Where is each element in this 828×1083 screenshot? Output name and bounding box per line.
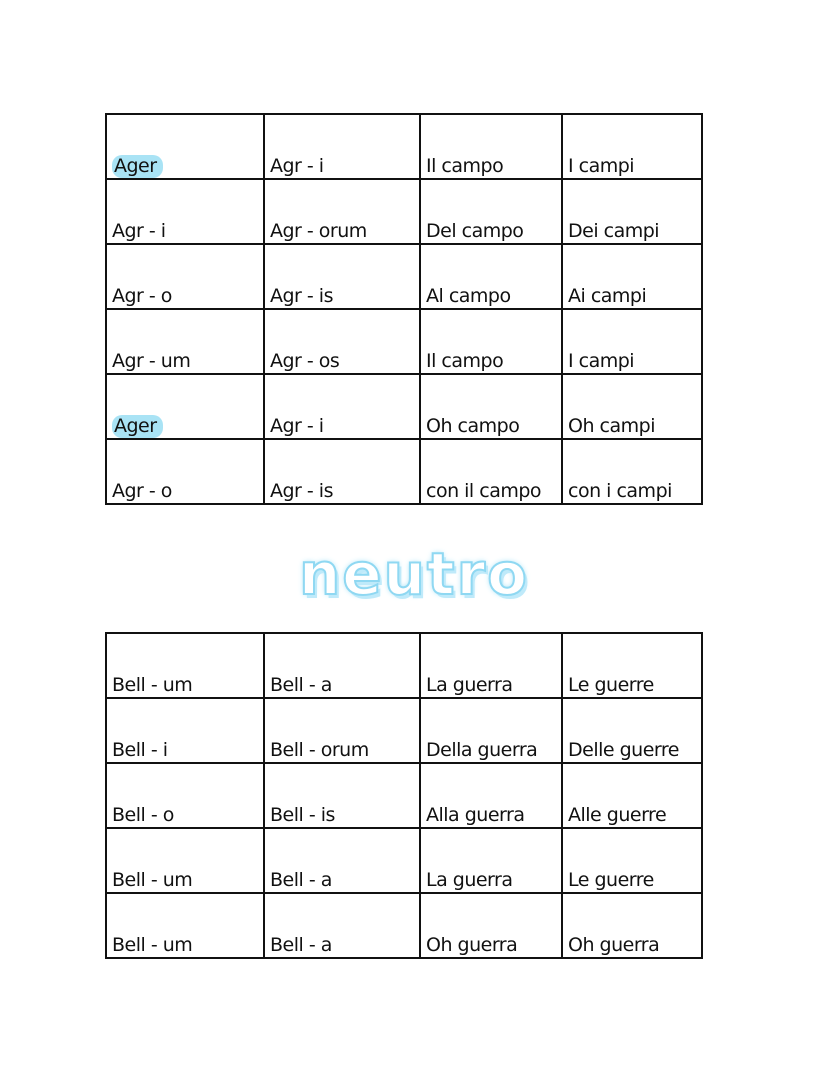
dative-singular-cell: Bell - o (106, 763, 264, 828)
translation-plural-cell: Delle guerre (562, 698, 702, 763)
accusative-plural-cell: Bell - a (264, 828, 420, 893)
genitive-singular-cell: Agr - i (106, 179, 264, 244)
dative-singular-cell: Agr - o (106, 244, 264, 309)
ablative-singular-cell: Agr - o (106, 439, 264, 504)
accusative-singular-cell: Agr - um (106, 309, 264, 374)
translation-plural-cell: Ai campi (562, 244, 702, 309)
translation-plural-cell: Alle guerre (562, 763, 702, 828)
translation-singular-cell: Della guerra (420, 698, 562, 763)
table-row (106, 893, 702, 958)
table-row (106, 179, 702, 244)
dative-plural-cell: Bell - is (264, 763, 420, 828)
translation-plural-cell: con i campi (562, 439, 702, 504)
vocative-singular-cell: Bell - um (106, 893, 264, 958)
translation-plural-cell: I campi (562, 114, 702, 179)
genitive-plural-cell: Agr - orum (264, 179, 420, 244)
nominative-plural-cell: Bell - a (264, 633, 420, 698)
translation-plural-cell: Le guerre (562, 633, 702, 698)
translation-plural-cell: Oh campi (562, 374, 702, 439)
translation-plural-cell: Oh guerra (562, 893, 702, 958)
translation-singular-cell: La guerra (420, 828, 562, 893)
table-row (106, 439, 702, 504)
table-row (106, 244, 702, 309)
table-row (106, 763, 702, 828)
translation-singular-cell: Il campo (420, 309, 562, 374)
vocative-plural-cell: Agr - i (264, 374, 420, 439)
table-row (106, 698, 702, 763)
section-title: neutro (298, 540, 530, 608)
accusative-plural-cell: Agr - os (264, 309, 420, 374)
translation-singular-cell: Al campo (420, 244, 562, 309)
table-row (106, 309, 702, 374)
vocative-singular-cell: Ager (106, 374, 264, 439)
table-row (106, 828, 702, 893)
nominative-singular-cell: Bell - um (106, 633, 264, 698)
translation-singular-cell: Oh campo (420, 374, 562, 439)
genitive-plural-cell: Bell - orum (264, 698, 420, 763)
translation-singular-cell: La guerra (420, 633, 562, 698)
translation-plural-cell: I campi (562, 309, 702, 374)
vocative-plural-cell: Bell - a (264, 893, 420, 958)
second-declension-table (105, 113, 703, 505)
translation-singular-cell: Oh guerra (420, 893, 562, 958)
dative-plural-cell: Agr - is (264, 244, 420, 309)
neuter-declension-table (105, 632, 703, 959)
translation-singular-cell: Del campo (420, 179, 562, 244)
translation-plural-cell: Dei campi (562, 179, 702, 244)
nominative-singular-cell: Ager (106, 114, 264, 179)
ablative-plural-cell: Agr - is (264, 439, 420, 504)
genitive-singular-cell: Bell - i (106, 698, 264, 763)
translation-singular-cell: Il campo (420, 114, 562, 179)
accusative-singular-cell: Bell - um (106, 828, 264, 893)
nominative-plural-cell: Agr - i (264, 114, 420, 179)
translation-plural-cell: Le guerre (562, 828, 702, 893)
translation-singular-cell: con il campo (420, 439, 562, 504)
table-row (106, 114, 702, 179)
table-row (106, 633, 702, 698)
table-row (106, 374, 702, 439)
translation-singular-cell: Alla guerra (420, 763, 562, 828)
